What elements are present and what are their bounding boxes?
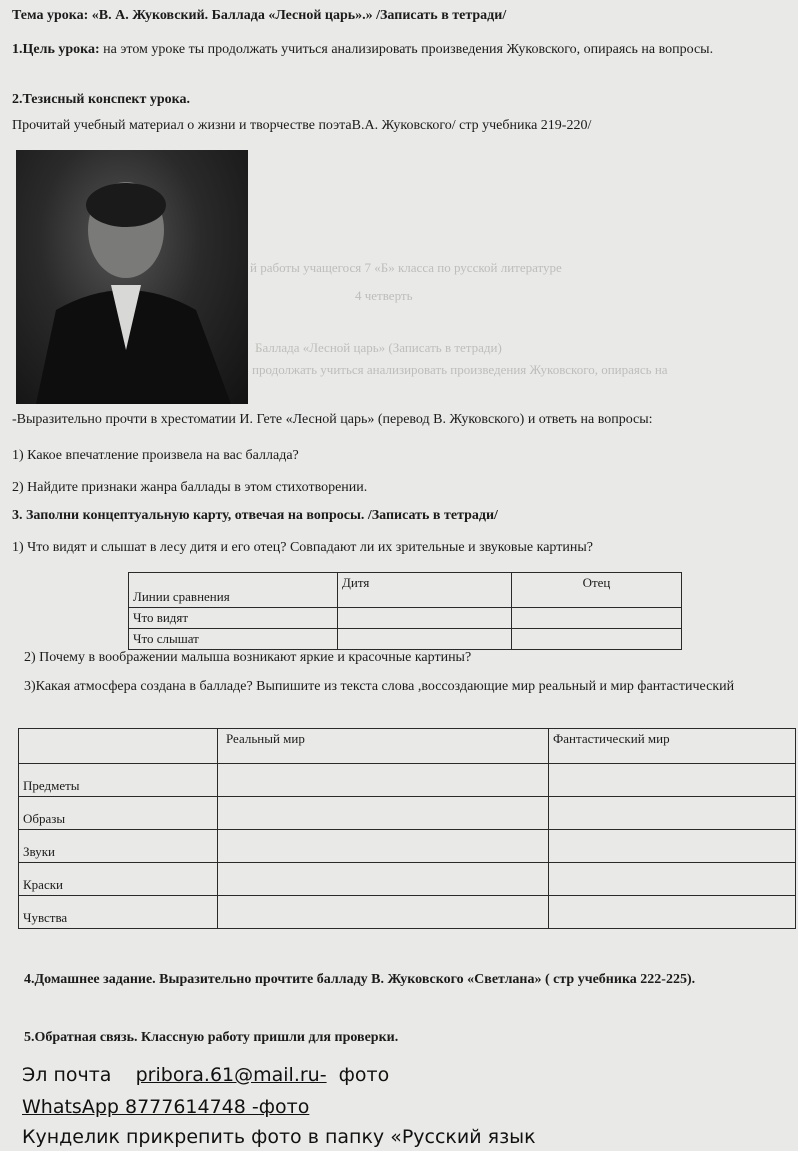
table-row-label: Чувства [19, 896, 218, 929]
table-row-label: Что слышат [129, 629, 338, 650]
portrait-photo [16, 150, 248, 404]
question-3-3: 3)Какая атмосфера создана в балладе? Выпишите из текста слова ,воссоздающие мир реальный и мир фантастический [24, 679, 735, 694]
email-line [22, 1064, 389, 1086]
question-3-1: 1) Что видят и слышат в лесу дитя и его отец? Совпадают ли их зрительные и звуковые картины? [12, 540, 593, 555]
read-goethe-text: -Выразительно прочти в хрестоматии И. Гете «Лесной царь» (перевод В. Жуковского) и ответь на вопросы: [12, 412, 653, 427]
table-cell[interactable] [549, 896, 796, 929]
feedback-text: 5.Обратная связь. Классную работу пришли для проверки. [24, 1030, 399, 1045]
table-row [129, 608, 682, 629]
table-cell[interactable] [218, 830, 549, 863]
section-2-heading: 2.Тезисный конспект урока. [12, 92, 191, 107]
table-cell[interactable] [338, 629, 512, 650]
table-row [19, 863, 796, 896]
table-cell[interactable] [512, 608, 682, 629]
table-row-label: Краски [19, 863, 218, 896]
table-cell[interactable] [549, 764, 796, 797]
homework-text: 4.Домашнее задание. Выразительно прочтите балладу В. Жуковского «Светлана» ( стр учебника 222-225). [24, 972, 696, 987]
ghost-text-3: Баллада «Лесной царь» (Записать в тетради) [255, 340, 502, 355]
table-cell[interactable] [218, 863, 549, 896]
email-link[interactable]: pribora.61@mail.ru- [135, 1064, 327, 1086]
table-header-cell: Линии сравнения [129, 573, 338, 608]
table-header-row [19, 729, 796, 764]
table-row-label: Что видят [129, 608, 338, 629]
ghost-text-4: продолжать учиться анализировать произведения Жуковского, опираясь на [252, 362, 668, 377]
kundelik-line: Кунделик прикрепить фото в папку «Русский язык [22, 1126, 536, 1148]
table-header-cell: Фантастический мир [549, 729, 796, 764]
table-cell[interactable] [512, 629, 682, 650]
table-cell[interactable] [218, 764, 549, 797]
ghost-text-2: 4 четверть [355, 288, 413, 303]
table-header-row [129, 573, 682, 608]
table-header-cell: Реальный мир [218, 729, 549, 764]
goal-label: 1.Цель урока: [12, 42, 100, 57]
email-suffix: фото [338, 1064, 390, 1086]
worlds-table [18, 728, 796, 929]
whatsapp-line: WhatsApp 8777614748 -фото [22, 1096, 310, 1118]
section-3-heading: 3. Заполни концептуальную карту, отвечая на вопросы. /Записать в тетради/ [12, 508, 498, 523]
portrait-figure [16, 150, 248, 404]
table-row [19, 797, 796, 830]
table-row [19, 830, 796, 863]
lesson-title: Тема урока: «В. А. Жуковский. Баллада «Лесной царь».» /Записать в тетради/ [12, 8, 507, 23]
question-3-2: 2) Почему в воображении малыша возникают яркие и красочные картины? [24, 650, 472, 665]
table-header-cell: Отец [512, 573, 682, 608]
table-header-cell [19, 729, 218, 764]
table-cell[interactable] [338, 608, 512, 629]
goal-text: на этом уроке ты продолжать учиться анализировать произведения Жуковского, опираясь на вопросы. [99, 42, 714, 57]
table-row-label: Предметы [19, 764, 218, 797]
table-row [19, 764, 796, 797]
table-row-label: Образы [19, 797, 218, 830]
table-header-cell: Дитя [338, 573, 512, 608]
table-cell[interactable] [218, 896, 549, 929]
email-label: Эл почта [22, 1064, 112, 1086]
table-cell[interactable] [218, 797, 549, 830]
comparison-table [128, 572, 682, 650]
ghost-text-1: й работы учащегося 7 «Б» класса по русской литературе [250, 260, 562, 275]
question-2: 2) Найдите признаки жанра баллады в этом стихотворении. [12, 480, 368, 495]
table-row [129, 629, 682, 650]
question-1: 1) Какое впечатление произвела на вас баллада? [12, 448, 299, 463]
table-cell[interactable] [549, 830, 796, 863]
read-material-text: Прочитай учебный материал о жизни и творчестве поэтаВ.А. Жуковского/ стр учебника 219-220/ [12, 118, 592, 133]
lesson-goal [12, 38, 782, 62]
table-row-label: Звуки [19, 830, 218, 863]
table-cell[interactable] [549, 797, 796, 830]
table-row [19, 896, 796, 929]
table-cell[interactable] [549, 863, 796, 896]
